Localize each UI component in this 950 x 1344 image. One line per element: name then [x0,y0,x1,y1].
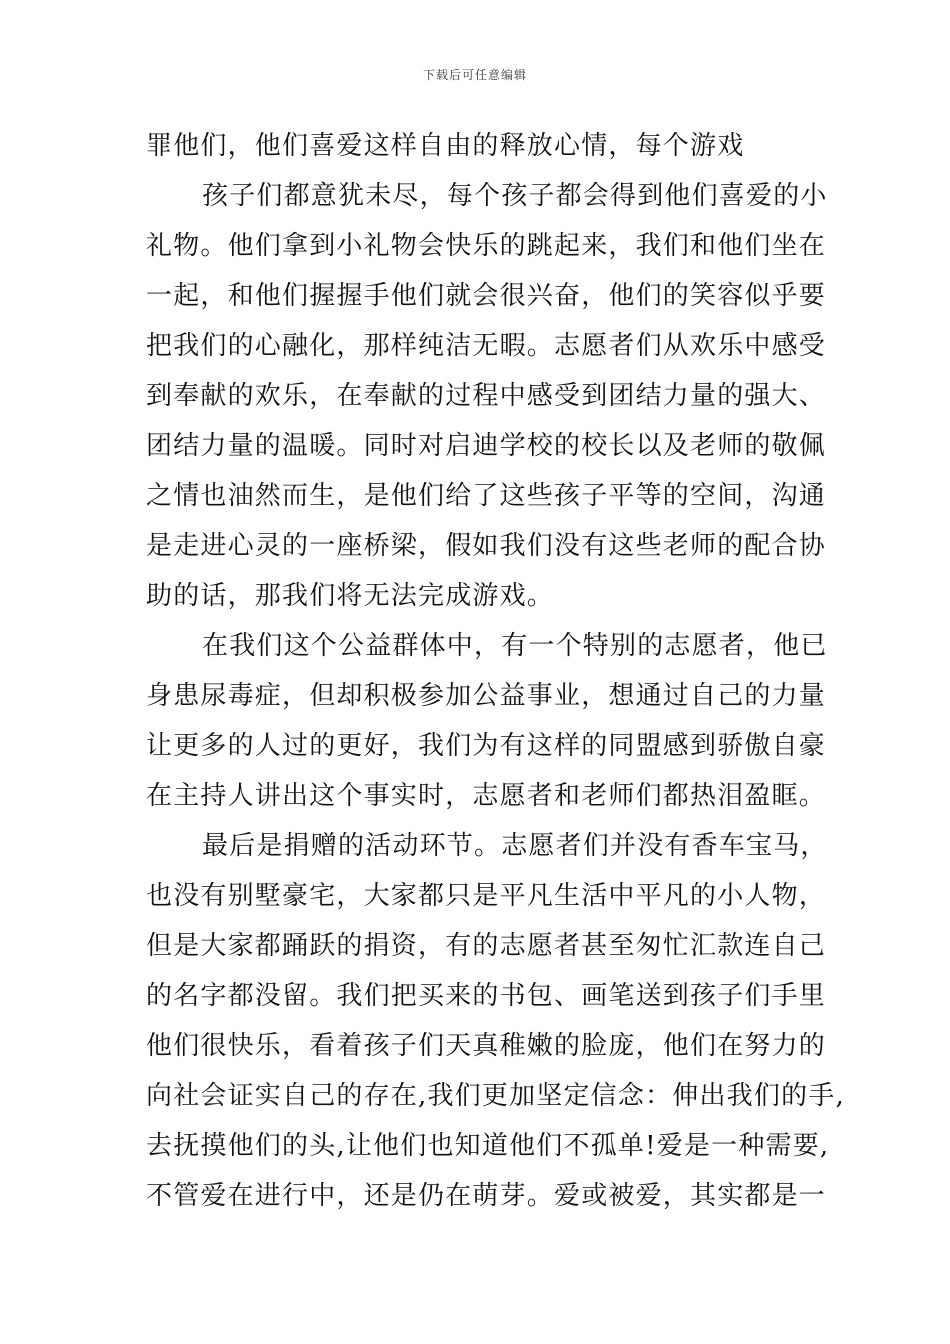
text-line: 去抚摸他们的头,让他们也知道他们不孤单!爱是一种需要, [146,1131,830,1161]
text-line: 身患尿毒症，但却积极参加公益事业，想通过自己的力量 [146,681,827,711]
text-line: 之情也油然而生，是他们给了这些孩子平等的空间，沟通 [146,481,827,511]
text-line: 向社会证实自己的存在,我们更加坚定信念：伸出我们的手, [146,1081,845,1111]
text-line: 不管爱在进行中，还是仍在萌芽。爱或被爱，其实都是一 [146,1181,827,1211]
text-line: 助的话，那我们将无法完成游戏。 [146,581,555,611]
text-line: 在主持人讲出这个事实时，志愿者和老师们都热泪盈眶。 [146,781,827,811]
text-line: 是走进心灵的一座桥梁，假如我们没有这些老师的配合协 [146,531,827,561]
text-line: 罪他们，他们喜爱这样自由的释放心情，每个游戏 [146,131,745,161]
text-line: 把我们的心融化，那样纯洁无暇。志愿者们从欢乐中感受 [146,331,827,361]
text-line: 也没有别墅豪宅，大家都只是平凡生活中平凡的小人物， [146,881,827,911]
text-line: 团结力量的温暖。同时对启迪学校的校长以及老师的敬佩 [146,431,827,461]
text-line: 他们很快乐，看着孩子们天真稚嫩的脸庞，他们在努力的 [146,1031,827,1061]
text-line: 的名字都没留。我们把买来的书包、画笔送到孩子们手里 [146,981,827,1011]
text-line: 礼物。他们拿到小礼物会快乐的跳起来，我们和他们坐在 [146,231,827,261]
paragraph-start-line: 在我们这个公益群体中，有一个特别的志愿者，他已 [202,631,828,661]
paragraph-start-line: 孩子们都意犹未尽，每个孩子都会得到他们喜爱的小 [202,181,828,211]
paragraph-start-line: 最后是捐赠的活动环节。志愿者们并没有香车宝马， [202,831,828,861]
document-body [146,121,845,1221]
text-line: 到奉献的欢乐，在奉献的过程中感受到团结力量的强大、 [146,381,827,411]
text-line: 让更多的人过的更好，我们为有这样的同盟感到骄傲自豪 [146,731,827,761]
text-line: 但是大家都踊跃的捐资，有的志愿者甚至匆忙汇款连自己 [146,931,827,961]
text-line: 一起，和他们握握手他们就会很兴奋，他们的笑容似乎要 [146,281,827,311]
page-header: 下载后可任意编辑 [422,68,527,82]
